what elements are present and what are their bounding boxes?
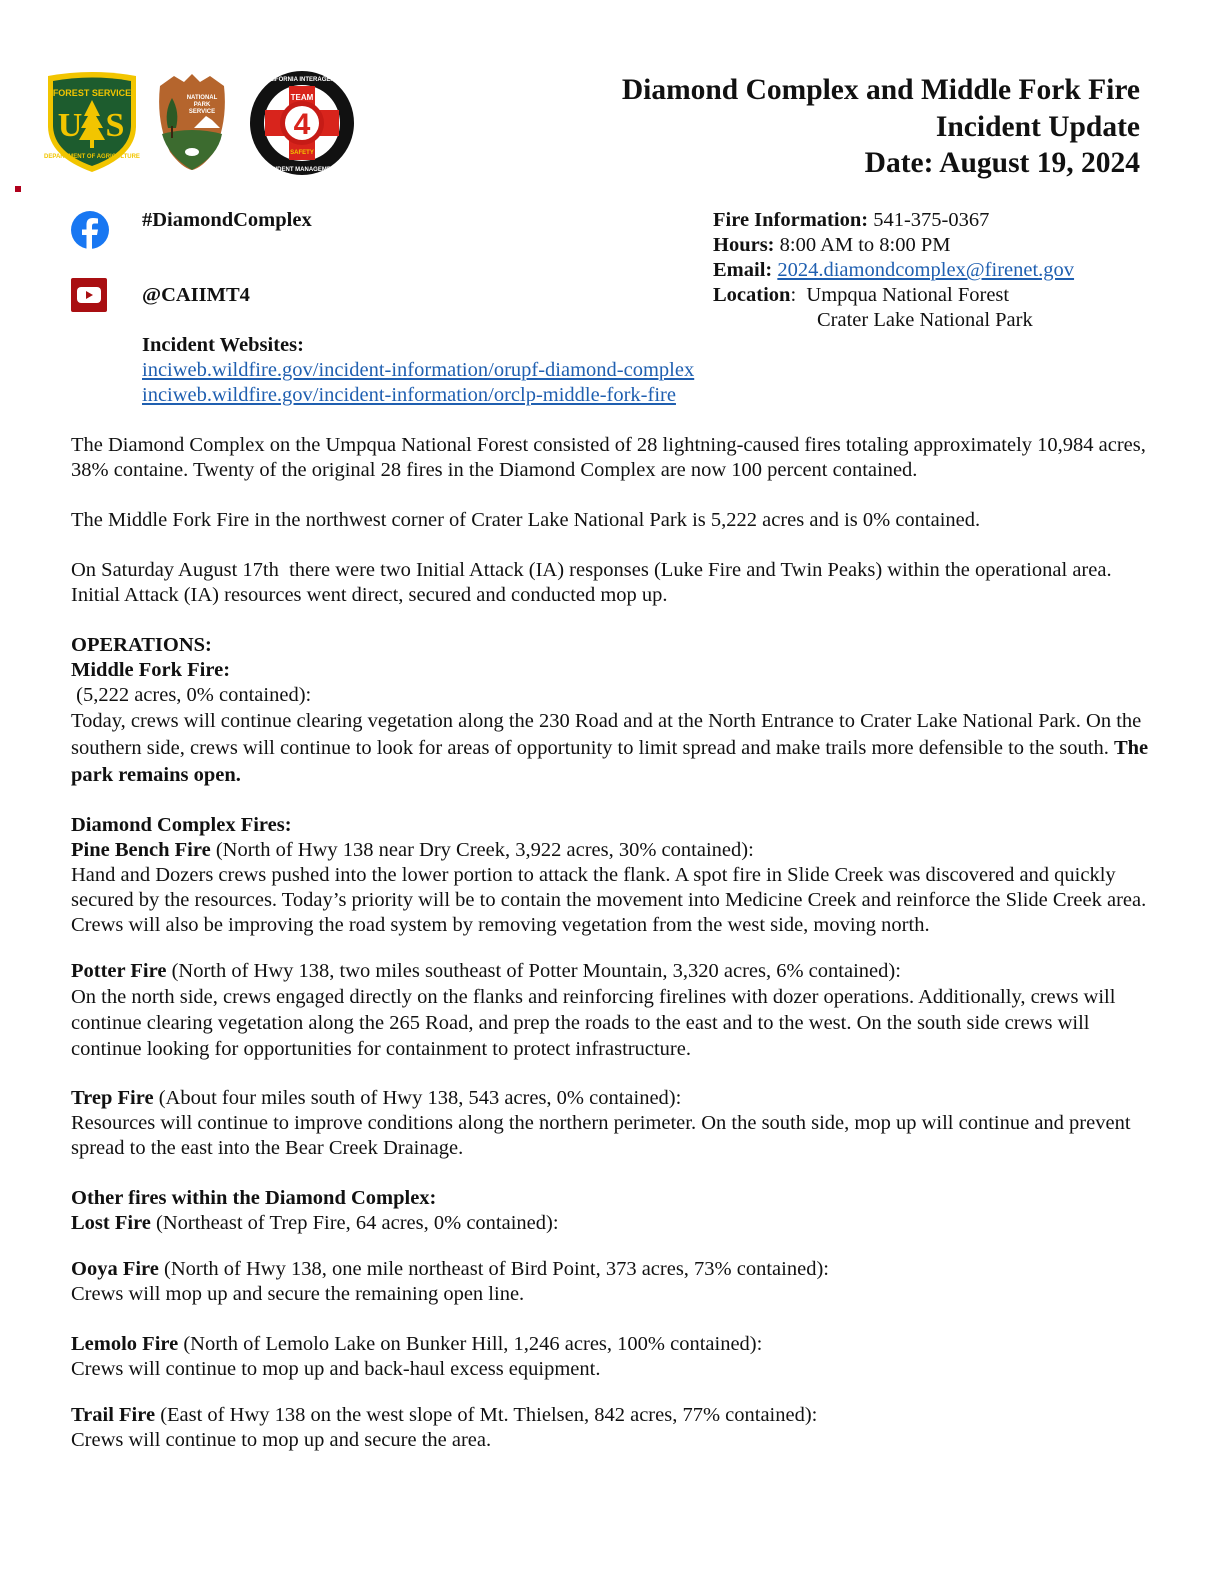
fire-details: (North of Hwy 138 near Dry Creek, 3,922 acres, 30% contained): — [210, 839, 754, 861]
operations-heading: OPERATIONS: — [71, 634, 212, 656]
email-row — [713, 258, 1074, 283]
middle-fork-heading: Middle Fork Fire: — [71, 659, 231, 681]
fire-entry-potter — [71, 959, 1161, 1062]
fire-info-label: Fire Information: — [713, 209, 869, 231]
website-link-middle-fork-fire[interactable]: inciweb.wildfire.gov/incident-information/orclp-middle-fork-fire — [142, 384, 676, 406]
fire-details: (North of Lemolo Lake on Bunker Hill, 1,246 acres, 100% contained): — [178, 1333, 763, 1355]
facebook-icon[interactable] — [71, 211, 109, 249]
fire-name: Ooya Fire — [71, 1258, 159, 1280]
youtube-handle[interactable]: @CAIIMT4 — [142, 284, 250, 306]
intro-paragraph-diamond-complex: The Diamond Complex on the Umpqua National Forest consisted of 28 lightning-caused fires totaling approximately 10,984 acres, 38% containe. Twenty of the original 28 fires in the Diamond Complex are now 100 percent contained. — [71, 434, 1146, 481]
national-park-service-logo — [154, 72, 230, 172]
fire-name: Potter Fire — [71, 960, 167, 982]
svg-text:TEAM: TEAM — [290, 93, 314, 102]
svg-text:SERVICE: SERVICE — [188, 109, 216, 115]
park-open-notice: The park remains open. — [71, 737, 1149, 786]
diamond-complex-heading: Diamond Complex Fires: — [71, 814, 292, 836]
other-fires-section — [71, 1186, 1161, 1236]
incident-websites — [142, 333, 694, 408]
middle-fork-text — [71, 708, 1161, 789]
location-row — [713, 283, 1074, 308]
websites-label: Incident Websites: — [142, 334, 304, 356]
document-title — [622, 72, 1140, 182]
svg-text:CALIFORNIA INTERAGENCY: CALIFORNIA INTERAGENCY — [260, 77, 344, 83]
fire-entry-trep — [71, 1086, 1161, 1161]
intro-paragraph-middle-fork: The Middle Fork Fire in the northwest corner of Crater Lake National Park is 5,222 acres and is 0% contained. — [71, 509, 981, 531]
fire-details: (North of Hwy 138, one mile northeast of Bird Point, 373 acres, 73% contained): — [158, 1258, 829, 1280]
fire-description: Crews will continue to mop up and secure the area. — [71, 1429, 492, 1451]
fire-entry-trail — [71, 1403, 1161, 1453]
fire-details: (About four miles south of Hwy 138, 543 acres, 0% contained): — [153, 1087, 682, 1109]
hours-label: Hours: — [713, 234, 775, 256]
contact-info — [713, 208, 1074, 333]
email-link[interactable]: 2024.diamondcomplex@firenet.gov — [777, 259, 1075, 281]
email-label: Email: — [713, 259, 773, 281]
svg-text:SAFETY: SAFETY — [290, 150, 314, 156]
svg-text:4: 4 — [293, 108, 311, 141]
intro-section — [71, 433, 1161, 608]
fire-description: Crews will mop up and secure the remaining open line. — [71, 1283, 525, 1305]
location-colon: : — [790, 284, 807, 306]
svg-text:PARK: PARK — [193, 102, 211, 108]
diamond-complex-section — [71, 813, 1161, 938]
fire-description: On the north side, crews engaged directly on the flanks and reinforcing firelines with dozer operations. Additionally, crews will continue clearing vegetation along the 265 Road, and prep the roads to the east and to the west. On the south side crews will continue looking for opportunities for containment to protect infrastructure. — [71, 986, 1116, 1060]
youtube-icon[interactable] — [71, 278, 107, 312]
fire-description: Hand and Dozers crews pushed into the lower portion to attack the flank. A spot fire in Slide Creek was discovered and quickly secured by the resources. Today’s priority will be to contain the movement into Medicine Creek and reinforce the Slide Creek area. Crews will also be improving the road system by removing vegetation from the west side, moving north. — [71, 864, 1147, 936]
fire-info-phone: 541-375-0367 — [868, 209, 990, 231]
stray-mark — [15, 186, 21, 192]
svg-text:DEPARTMENT OF AGRICULTURE: DEPARTMENT OF AGRICULTURE — [44, 154, 140, 160]
fire-information-row — [713, 208, 1074, 233]
hours-row — [713, 233, 1074, 258]
svg-text:U: U — [57, 107, 83, 144]
us-forest-service-logo — [44, 70, 140, 174]
other-fires-heading: Other fires within the Diamond Complex: — [71, 1187, 437, 1209]
fire-name: Trail Fire — [71, 1404, 156, 1426]
fire-details: (Northeast of Trep Fire, 64 acres, 0% contained): — [150, 1212, 559, 1234]
title-line-2: Incident Update — [935, 110, 1140, 143]
location-line-2: Crater Lake National Park — [817, 309, 1033, 331]
fire-name: Pine Bench Fire — [71, 839, 211, 861]
fire-name: Lost Fire — [71, 1212, 151, 1234]
fire-name: Lemolo Fire — [71, 1333, 179, 1355]
location-label: Location — [713, 284, 791, 306]
fire-description: Resources will continue to improve conditions along the northern perimeter. On the south side, mop up will continue and prevent spread to the east into the Bear Creek Drainage. — [71, 1112, 1131, 1159]
fire-description: Crews will continue to mop up and back-haul excess equipment. — [71, 1358, 601, 1380]
fire-entry-ooya — [71, 1257, 1161, 1307]
operations-section — [71, 633, 1161, 789]
fire-name: Trep Fire — [71, 1087, 154, 1109]
svg-text:FOREST SERVICE: FOREST SERVICE — [52, 88, 132, 98]
fire-entry-pine-bench — [71, 838, 1161, 938]
website-link-diamond-complex[interactable]: inciweb.wildfire.gov/incident-information/orupf-diamond-complex — [142, 359, 695, 381]
svg-text:INCIDENT MANAGEMENT: INCIDENT MANAGEMENT — [265, 167, 339, 173]
fire-entry-lemolo — [71, 1332, 1161, 1382]
facebook-hashtag[interactable]: #DiamondComplex — [142, 209, 312, 231]
title-line-1: Diamond Complex and Middle Fork Fire — [621, 74, 1140, 106]
title-date: Date: August 19, 2024 — [864, 147, 1140, 179]
hours-value: 8:00 AM to 8:00 PM — [774, 234, 951, 256]
fire-entry-lost — [71, 1211, 1161, 1236]
fire-details: (North of Hwy 138, two miles southeast of Potter Mountain, 3,320 acres, 6% contained): — [166, 960, 901, 982]
intro-paragraph-initial-attack: On Saturday August 17th there were two Initial Attack (IA) responses (Luke Fire and Twin Peaks) within the operational area. Initial Attack (IA) resources went direct, secured and conducted mop up. — [71, 559, 1122, 606]
location-line-1: Umpqua National Forest — [806, 284, 1010, 306]
middle-fork-stats: (5,222 acres, 0% contained): — [71, 684, 312, 706]
middle-fork-description: Today, crews will continue clearing vegetation along the 230 Road and at the North Entrance to Crater Lake National Park. On the southern side, crews will continue to look for areas of opportunity to limit spread and make trails more defensible to the south. — [71, 710, 1142, 759]
svg-text:NATIONAL: NATIONAL — [186, 95, 218, 101]
california-imt4-logo — [249, 70, 355, 176]
svg-text:S: S — [105, 107, 125, 144]
fire-details: (East of Hwy 138 on the west slope of Mt. Thielsen, 842 acres, 77% contained): — [155, 1404, 818, 1426]
